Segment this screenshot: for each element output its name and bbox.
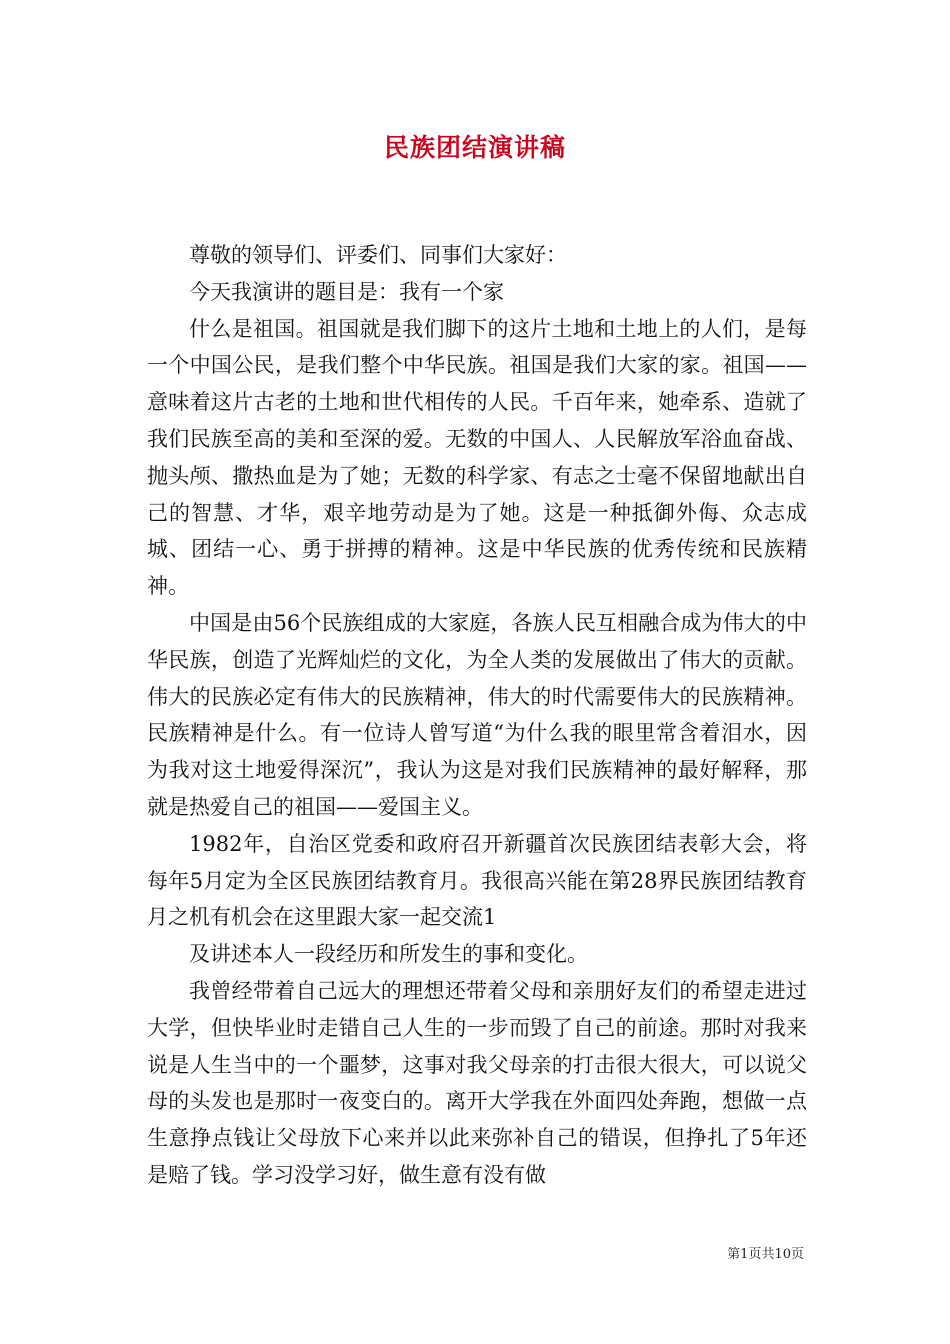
paragraph: 中国是由56个民族组成的大家庭，各族人民互相融合成为伟大的中华民族，创造了光辉灿烂的文化，为全人类的发展做出了伟大的贡献。伟大的民族必定有伟大的民族精神，伟大的时代需要伟大的民族精神。民族精神是什么。有一位诗人曾写道“为什么我的眼里常含着泪水，因为我对这土地爱得深沉”，我认为这是对我们民族精神的最好解释，那就是热爱自己的祖国——爱国主义。 [147, 610, 807, 819]
paragraph: 今天我演讲的题目是：我有一个家 [189, 279, 504, 304]
paragraph: 什么是祖国。祖国就是我们脚下的这片土地和土地上的人们，是每一个中国公民，是我们整个中华民族。祖国是我们大家的家。祖国——意味着这片古老的土地和世代相传的人民。千百年来，她牵系、造就了我们民族至高的美和至深的爱。无数的中国人、人民解放军浴血奋战、抛头颅、撒热血是为了她；无数的科学家、有志之士毫不保留地献出自己的智慧、才华，艰辛地劳动是为了她。这是一种抵御外侮、众志成城、团结一心、勇于拼搏的精神。这是中华民族的优秀传统和民族精神。 [147, 316, 807, 599]
paragraph: 及讲述本人一段经历和所发生的事和变化。 [189, 942, 588, 967]
document-body [147, 237, 807, 1194]
page-number: 第1页共10页 [727, 1247, 804, 1262]
document-title: 民族团结演讲稿 [383, 133, 566, 162]
paragraph: 我曾经带着自己远大的理想还带着父母和亲朋好友们的希望走进过大学，但快毕业时走错自己人生的一步而毁了自己的前途。那时对我来说是人生当中的一个噩梦，这事对我父母亲的打击很大很大，可以说父母的头发也是那时一夜变白的。离开大学我在外面四处奔跑，想做一点生意挣点钱让父母放下心来并以此来弥补自己的错误，但挣扎了5年还是赔了钱。学习没学习好，做生意有没有做 [147, 978, 807, 1187]
paragraph: 1982年，自治区党委和政府召开新疆首次民族团结表彰大会，将每年5月定为全区民族团结教育月。我很高兴能在第28界民族团结教育月之机有机会在这里跟大家一起交流1 [147, 831, 807, 930]
paragraph: 尊敬的领导们、评委们、同事们大家好： [189, 243, 567, 267]
